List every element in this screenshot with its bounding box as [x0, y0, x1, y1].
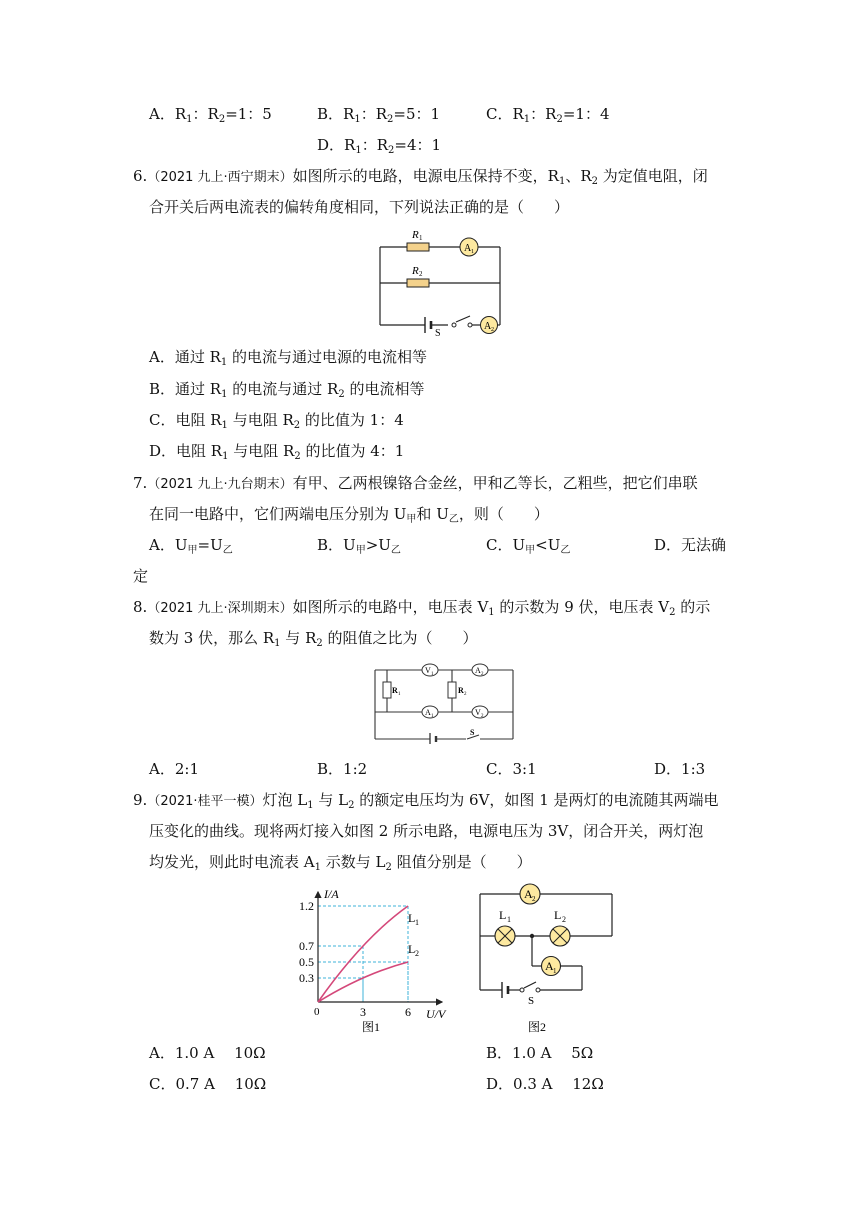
q6-option-d: D．电阻 $R_1$ 与电阻 $R_2$ 的比值为 4：1 — [149, 442, 405, 462]
q9-circuit-figure2 — [472, 880, 622, 1034]
fig-label-v1-sub: 1 — [431, 672, 434, 677]
q9-option-a: A．1.0 A 10Ω — [149, 1044, 266, 1062]
q7-stem-line2: 在同一电路中，它们两端电压分别为 $U_甲$和 $U_乙$，则（ ） — [149, 505, 549, 525]
fig-label-a2: A — [524, 887, 533, 901]
y-tick-label-3: 1.2 — [299, 899, 314, 913]
x-tick-label-0: 3 — [360, 1005, 366, 1019]
resistor-r1-icon — [407, 243, 429, 251]
q7-option-a: A．$U_甲=U_乙$ — [149, 536, 233, 556]
fig-label-r1: R — [412, 229, 419, 241]
fig-label-a2-sub: 2 — [491, 327, 494, 333]
resistor-r2-icon — [448, 682, 456, 698]
q9-option-d: D．0.3 A 12Ω — [486, 1075, 604, 1093]
q9-stem-line3: 均发光，则此时电流表 $A_1$ 示数与 $L_2$ 阻值分别是（ ） — [149, 853, 532, 873]
origin-label: 0 — [314, 1006, 320, 1018]
fig-label-a2: A — [475, 666, 481, 675]
fig-label-a2-sub: 2 — [481, 672, 484, 677]
q9-graph-figure1 — [290, 884, 460, 1034]
fig-label-l2-sub: 2 — [562, 915, 566, 924]
figure2-caption: 图2 — [528, 1020, 547, 1034]
junction-dot — [530, 934, 534, 938]
q9-stem-line1: 9.（2021·桂平一模）灯泡 $L_1$ 与 $L_2$ 的额定电压均为 6V，如图 1 是两灯的电流随其两端电 — [133, 791, 719, 811]
fig-label-a1: A — [545, 959, 554, 973]
x-tick-label-1: 6 — [405, 1005, 411, 1019]
fig-label-r2-sub: 2 — [419, 270, 423, 278]
q8-option-a: A．2:1 — [149, 760, 199, 778]
series-label-l2-sub: 2 — [415, 949, 419, 958]
fig-label-r2: R — [458, 686, 464, 695]
q7-option-b: B．$U_甲>U_乙$ — [317, 536, 401, 556]
fig-label-r1-sub: 1 — [398, 692, 401, 697]
y-tick-label-2: 0.7 — [299, 939, 314, 953]
q6-stem-line2: 合开关后两电流表的偏转角度相同，下列说法正确的是（ ） — [149, 198, 570, 216]
q7-option-d-wrap: 定 — [133, 567, 149, 585]
fig-label-v1: V — [425, 666, 431, 675]
fig-label-a2-sub: 2 — [532, 895, 536, 903]
series-label-l2: L — [408, 942, 416, 956]
q5-option-c: C．$R_1$：$R_2=1$：4 — [486, 105, 610, 125]
series-label-l1: L — [408, 911, 416, 925]
q5-option-b: B．$R_1$：$R_2=5$：1 — [317, 105, 441, 125]
q8-option-b: B．1:2 — [317, 760, 368, 778]
resistor-r1-icon — [383, 682, 391, 698]
q5-option-a: A．$R_1$：$R_2=1$：5 — [149, 105, 272, 125]
guide-lines — [318, 906, 408, 1002]
fig-label-l1-sub: 1 — [507, 915, 511, 924]
fig-label-a1-sub: 1 — [471, 249, 474, 255]
fig-label-a1: A — [464, 243, 472, 254]
q9-stem-line2: 压变化的曲线。现将两灯接入如图 2 所示电路，电源电压为 3V，闭合开关，两灯泡 — [149, 822, 704, 840]
q6-option-c: C．电阻 $R_1$ 与电阻 $R_2$ 的比值为 1：4 — [149, 411, 404, 431]
fig-label-r1-sub: 1 — [419, 234, 423, 242]
switch-icon — [452, 323, 472, 327]
fig-label-a1-sub: 1 — [431, 714, 434, 719]
y-tick-label-0: 0.3 — [299, 971, 314, 985]
q6-option-b: B．通过 $R_1$ 的电流与通过 $R_2$ 的电流相等 — [149, 380, 425, 400]
q8-option-d: D．1:3 — [654, 760, 706, 778]
fig-label-s: S — [435, 328, 441, 337]
fig-label-r1: R — [392, 686, 398, 695]
battery-icon — [430, 733, 436, 744]
q9-option-b: B．1.0 A 5Ω — [486, 1044, 594, 1062]
battery-icon — [425, 317, 431, 333]
q9-option-c: C．0.7 A 10Ω — [149, 1075, 267, 1093]
q8-stem-line1: 8.（2021 九上·深圳期末）如图所示的电路中，电压表 $V_1$ 的示数为 9 伏，电压表 $V_2$ 的示 — [133, 598, 711, 618]
lamp-l2-icon — [550, 926, 570, 946]
y-axis-label: I/A — [324, 887, 339, 901]
q7-option-c: C．$U_甲<U_乙$ — [486, 536, 571, 556]
lamp-l1-icon — [495, 926, 515, 946]
y-tick-label-1: 0.5 — [299, 955, 314, 969]
fig-label-s: S — [528, 995, 535, 1007]
q8-circuit-figure — [370, 658, 520, 744]
q6-circuit-figure — [370, 225, 510, 337]
q5-option-d: D．$R_1$：$R_2=4$：1 — [317, 136, 442, 156]
fig-label-a1-sub: 1 — [553, 967, 557, 975]
fig-label-v2: V — [475, 708, 481, 717]
fig-label-a1: A — [425, 708, 431, 717]
resistor-r2-icon — [407, 279, 429, 287]
series-label-l1-sub: 1 — [415, 918, 419, 927]
q8-option-c: C．3:1 — [486, 760, 537, 778]
q8-stem-line2: 数为 3 伏，那么 $R_1$ 与 $R_2$ 的阻值之比为（ ） — [149, 629, 478, 649]
fig-label-l2: L — [554, 908, 562, 922]
q7-stem-line1: 7.（2021 九上·九台期末）有甲、乙两根镍铬合金丝，甲和乙等长，乙粗些，把它们串联 — [133, 474, 698, 492]
fig-label-a2: A — [484, 321, 492, 332]
fig-label-s: S — [470, 728, 475, 737]
figure1-caption: 图1 — [362, 1020, 381, 1034]
fig-label-v2-sub: 2 — [481, 714, 484, 719]
fig-label-r2: R — [412, 265, 419, 277]
q6-stem-line1: 6.（2021 九上·西宁期末）如图所示的电路，电源电压保持不变，$R_1$、$R_2$ 为定值电阻，闭 — [133, 167, 708, 187]
battery-icon — [502, 982, 508, 998]
q7-option-d: D．无法确 — [654, 536, 727, 554]
fig-label-r2-sub: 2 — [464, 692, 467, 697]
q6-option-a: A．通过 $R_1$ 的电流与通过电源的电流相等 — [149, 348, 428, 368]
switch-icon — [520, 988, 540, 992]
x-axis-label: U/V — [426, 1007, 446, 1021]
fig-label-l1: L — [499, 908, 507, 922]
